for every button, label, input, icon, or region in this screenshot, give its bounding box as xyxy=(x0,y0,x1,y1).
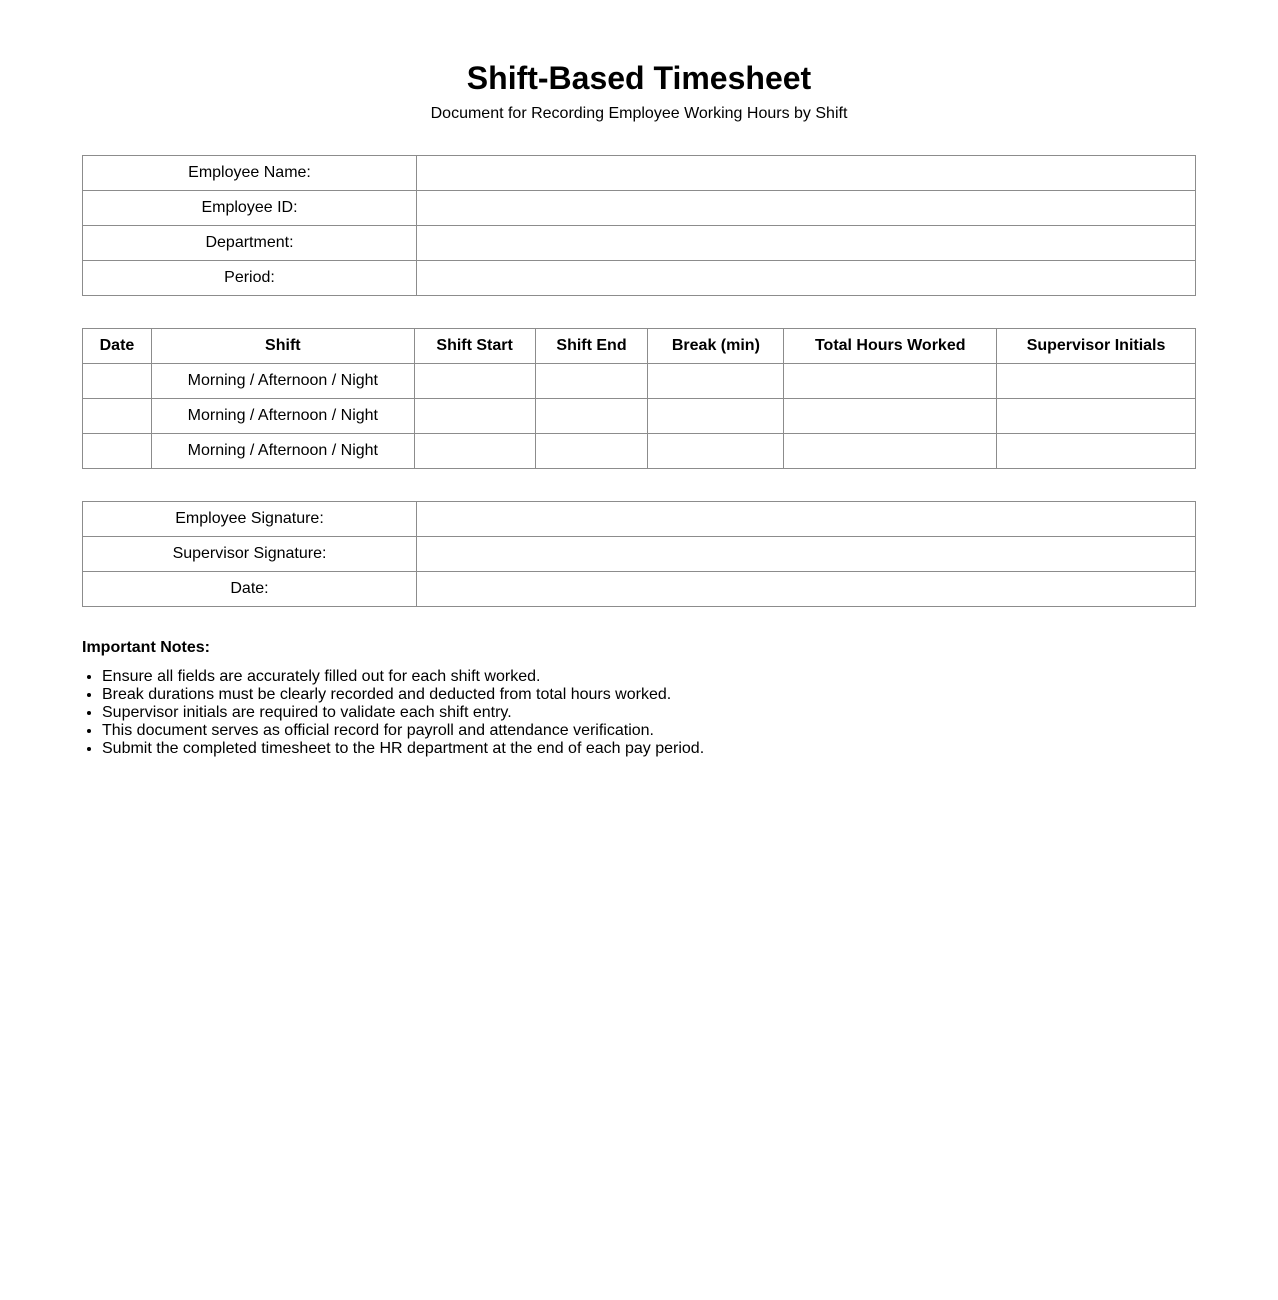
supervisor-signature-label: Supervisor Signature: xyxy=(83,537,417,572)
column-header-shift-start: Shift Start xyxy=(414,329,535,364)
total-hours-cell[interactable] xyxy=(784,399,997,434)
page-title: Shift-Based Timesheet xyxy=(466,60,812,96)
total-hours-cell[interactable] xyxy=(784,364,997,399)
break-cell[interactable] xyxy=(648,434,784,469)
column-header-break: Break (min) xyxy=(648,329,784,364)
date-cell[interactable] xyxy=(83,399,152,434)
shift-start-cell[interactable] xyxy=(414,364,535,399)
shift-start-cell[interactable] xyxy=(414,399,535,434)
date-cell[interactable] xyxy=(83,434,152,469)
shift-cell: Morning / Afternoon / Night xyxy=(151,364,414,399)
shift-end-cell[interactable] xyxy=(535,434,648,469)
list-item: • Ensure all fields are accurately filled out for each shift worked. xyxy=(102,668,704,686)
supervisor-initials-cell[interactable] xyxy=(997,434,1196,469)
break-cell[interactable] xyxy=(648,399,784,434)
shift-table xyxy=(82,328,1196,469)
notes-heading: Important Notes: xyxy=(82,639,210,656)
notes-list xyxy=(82,668,704,758)
department-label: Department: xyxy=(83,226,417,261)
page-subtitle: Document for Recording Employee Working Hours by Shift xyxy=(430,105,848,122)
table-row xyxy=(83,434,1196,469)
supervisor-initials-cell[interactable] xyxy=(997,364,1196,399)
employee-id-field[interactable] xyxy=(417,191,1196,226)
column-header-supervisor-initials: Supervisor Initials xyxy=(997,329,1196,364)
column-header-shift: Shift xyxy=(151,329,414,364)
period-field[interactable] xyxy=(417,261,1196,296)
department-field[interactable] xyxy=(417,226,1196,261)
employee-signature-row xyxy=(83,502,1196,537)
employee-name-label: Employee Name: xyxy=(83,156,417,191)
signature-table xyxy=(82,501,1196,607)
column-header-shift-end: Shift End xyxy=(535,329,648,364)
shift-cell: Morning / Afternoon / Night xyxy=(151,399,414,434)
date-cell[interactable] xyxy=(83,364,152,399)
signature-date-label: Date: xyxy=(83,572,417,607)
break-cell[interactable] xyxy=(648,364,784,399)
list-item: • This document serves as official record for payroll and attendance verification. xyxy=(102,722,704,740)
employee-signature-field[interactable] xyxy=(417,502,1196,537)
signature-date-field[interactable] xyxy=(417,572,1196,607)
total-hours-cell[interactable] xyxy=(784,434,997,469)
department-row xyxy=(83,226,1196,261)
employee-signature-label: Employee Signature: xyxy=(83,502,417,537)
list-item: • Submit the completed timesheet to the HR department at the end of each pay period. xyxy=(102,740,704,758)
column-header-date: Date xyxy=(83,329,152,364)
employee-info-table xyxy=(82,155,1196,296)
supervisor-signature-row xyxy=(83,537,1196,572)
shift-table-header xyxy=(83,329,1196,364)
list-item: • Supervisor initials are required to validate each shift entry. xyxy=(102,704,704,722)
employee-id-row xyxy=(83,191,1196,226)
shift-cell: Morning / Afternoon / Night xyxy=(151,434,414,469)
shift-start-cell[interactable] xyxy=(414,434,535,469)
period-row xyxy=(83,261,1196,296)
employee-id-label: Employee ID: xyxy=(83,191,417,226)
employee-name-row xyxy=(83,156,1196,191)
supervisor-initials-cell[interactable] xyxy=(997,399,1196,434)
table-row xyxy=(83,364,1196,399)
employee-name-field[interactable] xyxy=(417,156,1196,191)
period-label: Period: xyxy=(83,261,417,296)
column-header-total-hours: Total Hours Worked xyxy=(784,329,997,364)
table-row xyxy=(83,399,1196,434)
shift-end-cell[interactable] xyxy=(535,364,648,399)
list-item: • Break durations must be clearly recorded and deducted from total hours worked. xyxy=(102,686,704,704)
shift-end-cell[interactable] xyxy=(535,399,648,434)
supervisor-signature-field[interactable] xyxy=(417,537,1196,572)
signature-date-row xyxy=(83,572,1196,607)
